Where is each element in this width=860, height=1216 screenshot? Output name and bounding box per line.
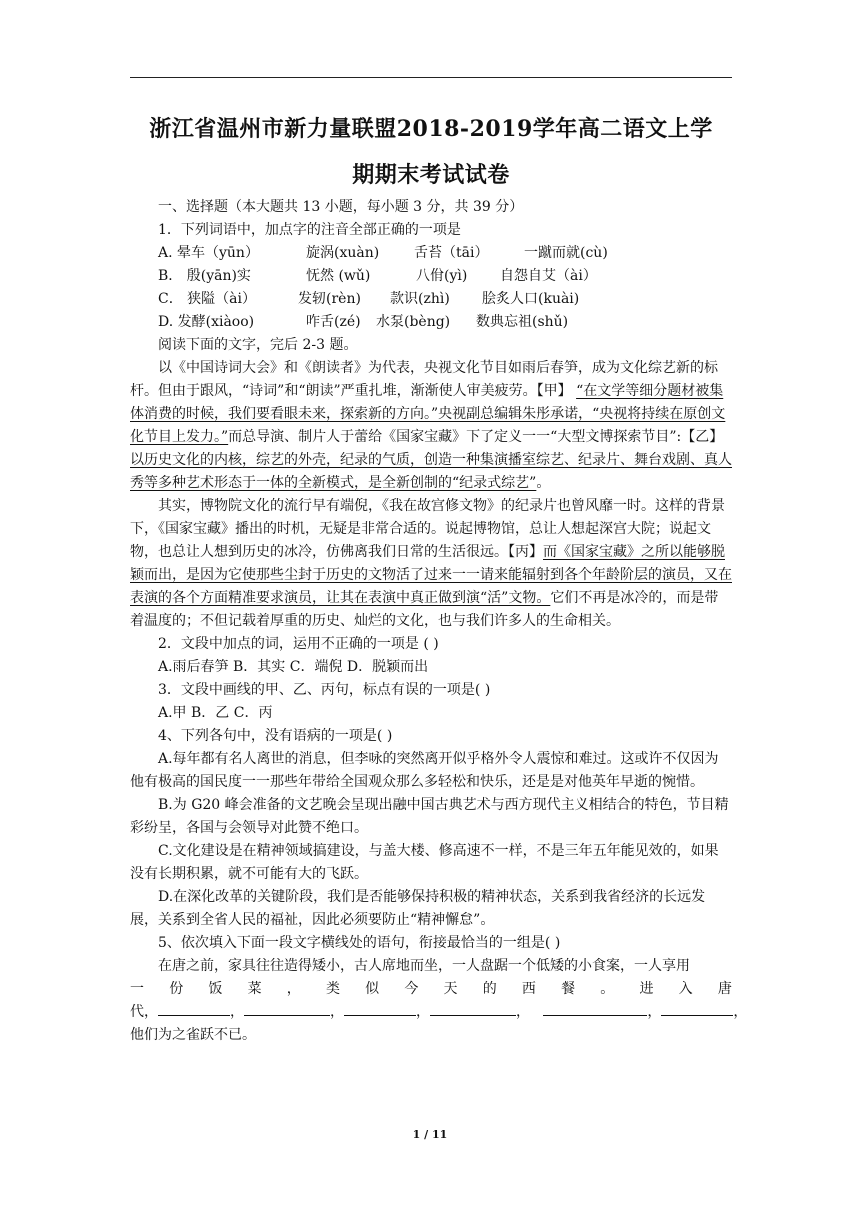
q5-passage-line4: 他们为之雀跃不已。 <box>130 1027 256 1043</box>
option-cell: 怃然 (wǔ) <box>306 268 371 284</box>
q5-word: 类 <box>325 981 340 997</box>
q5-word: 份 <box>169 981 184 997</box>
fill-blank-3 <box>344 1001 416 1016</box>
q5-word: 今 <box>404 981 419 997</box>
question-4-option-a: A.每年都有名人离世的消息，但李咏的突然离开似乎格外令人震惊和难过。这或许不仅因为他有极高的国民度一一那些年带给全国观众那么多轻松和快乐，还是是对他英年早逝的惋惜。 <box>130 751 719 790</box>
page-number: 1 / 11 <box>412 1128 448 1141</box>
q5-word: 似 <box>365 981 380 997</box>
q5-passage-line2 <box>130 978 732 1001</box>
option-cell: 自怨自艾（ài） <box>500 268 597 284</box>
option-cell: 款识(zhì) <box>390 291 450 307</box>
q5-word: 入 <box>678 981 693 997</box>
q5-word: 进 <box>639 981 654 997</box>
passage-text: 以《中国诗词大会》和《朗读者》为代表，央视文化节目如雨后春笋，成为文化综艺新的标杆。但由于跟风，“诗词”和“朗读”严重扎堆，渐渐使人审美疲劳。【甲】 <box>130 360 718 399</box>
q5-word: 菜 <box>247 981 262 997</box>
q5-sep: ， <box>230 1004 244 1020</box>
option-cell: 旋涡(xuàn) <box>306 245 380 261</box>
question-4-option-d: D.在深化改革的关键阶段，我们是否能够保持积极的精神状态，关系到我省经济的长远发展，关系到全省人民的福祉，因此必须要防止“精神懈怠”。 <box>130 889 706 928</box>
q5-word: 饭 <box>208 981 223 997</box>
passage-text: 。 <box>536 475 551 491</box>
question-5-stem: 5、依次填入下面一段文字横线处的语句，衔接最恰当的一组是( ) <box>158 935 561 951</box>
fill-blank-6 <box>661 1001 733 1016</box>
q5-passage-line1: 在唐之前，家具往往造得矮小，古人席地而坐，一人盘踞一个低矮的小食案，一人享用 <box>158 958 690 974</box>
passage-text: 其实，博物院文化的流行早有端倪，《我在故宫修文物》的纪录片也曾风靡一时。这样的背景下，《国家宝藏》播出的时机，无疑是非常合适的。说起博物馆，总让人想起深宫大院；说起文物，也总让人想到历史的冰冷，仿佛离我们日常的生活很远。【丙】 <box>130 498 725 560</box>
passage-text: 而总导演、制片人于蕾给《国家宝藏》下了定义一一“大型文博探索节目”:【乙】 <box>228 429 724 445</box>
question-4-stem: 4、下列各句中，没有语病的一项是( ) <box>158 728 393 744</box>
q5-word: 餐 <box>561 981 576 997</box>
fill-blank-2 <box>244 1001 330 1016</box>
q5-word: 西 <box>521 981 536 997</box>
fill-blank-1 <box>158 1001 230 1016</box>
option-cell: 数典忘祖(shǔ) <box>476 314 569 330</box>
q5-word: 唐 <box>717 981 732 997</box>
q1-option-c <box>130 288 732 311</box>
q5-word: 的 <box>482 981 497 997</box>
header-rule <box>130 77 732 78</box>
q5-word: ， <box>286 981 301 997</box>
question-4-option-c: C.文化建设是在精神领域搞建设，与盖大楼、修高速不一样，不是三年五年能见效的，如果没有长期积累，就不可能有大的飞跃。 <box>130 843 719 882</box>
option-cell: A. 晕车（yūn） <box>158 245 259 261</box>
underlined-sentence-jia: “在文学等细分题材被集体消费的时候，我们要看眼未来，探索新的方向。”央视副总编辑朱彤承诺，“央视将持续在原创文化节目上发力。” <box>130 383 726 445</box>
question-4-option-b: B.为 G20 峰会准备的文艺晚会呈现出融中国古典艺术与西方现代主义相结合的特色，节目精彩纷呈，各国与会领导对此赞不绝口。 <box>130 797 729 836</box>
option-cell: 八佾(yì) <box>416 268 468 284</box>
option-cell: 舌苔（tāi） <box>414 245 489 261</box>
option-cell: 水泵(bèng) <box>376 314 451 330</box>
q5-sep: ， <box>330 1004 344 1020</box>
option-cell: B． 殷(yān)实 <box>158 268 251 284</box>
document-body <box>130 196 748 1047</box>
question-3-stem: 3．文段中画线的甲、乙、丙句，标点有误的一项是( ) <box>158 682 491 698</box>
question-3-options: A.甲 B．乙 C．丙 <box>158 705 273 721</box>
q5-word: 。 <box>600 981 615 997</box>
fill-blank-4 <box>430 1001 516 1016</box>
passage-paragraph-2 <box>130 495 732 633</box>
fill-blank-5 <box>543 1001 647 1016</box>
q5-text: 代， <box>130 1004 158 1020</box>
section-heading: 一、选择题（本大题共 13 小题，每小题 3 分，共 39 分） <box>158 199 524 215</box>
q5-word: 天 <box>443 981 458 997</box>
document-title-line2: 期期末考试试卷 <box>352 162 510 188</box>
q1-option-b <box>130 265 732 288</box>
underlined-sentence-bing: 而《国家宝藏》之所以能够脱颖而出，是因为它使那些尘封于历史的文物活了过来一一请来能辐射到各个年龄阶层的演员，又在表演的各个方面精准要求演员，让其在表演中真正做到演“活”文物。 <box>130 544 732 606</box>
question-2-stem: 2．文段中加点的词，运用不正确的一项是 ( ) <box>158 636 439 652</box>
document-title-line1: 浙江省温州市新力量联盟2018-2019学年高二语文上学 <box>149 116 713 142</box>
question-1-stem: 1．下列词语中，加点字的注音全部正确的一项是 <box>158 222 461 238</box>
reading-intro: 阅读下面的文字，完后 2-3 题。 <box>158 337 358 353</box>
option-cell: 咋舌(zé) <box>306 314 361 330</box>
option-cell: 发轫(rèn) <box>298 291 361 307</box>
option-cell: C． 狭隘（ài） <box>158 291 256 307</box>
underlined-sentence-yi: 以历史文化的内核，综艺的外壳，纪录的气质，创造一种集演播室综艺、纪录片、舞台戏剧、真人秀等多种艺术形态于一体的全新模式，是全新创制的“纪录式综艺” <box>130 452 732 491</box>
q5-passage-line3 <box>130 1001 748 1024</box>
question-2-options: A.雨后春笋 B．其实 C．端倪 D．脱颖而出 <box>158 659 429 675</box>
q5-sep: ， <box>416 1004 430 1020</box>
passage-paragraph-1 <box>130 357 732 495</box>
q1-option-a <box>130 242 732 265</box>
passage-text: 它们不再是冰冷的，而是带着温度的；不但记载着厚重的历史、灿烂的文化，也与我们许多人的生命相关。 <box>130 590 719 629</box>
q5-sep: ， <box>516 1004 530 1020</box>
q5-word: 一 <box>130 981 144 997</box>
option-cell: D. 发酵(xiàoo) <box>158 314 255 330</box>
q5-sep: ， <box>647 1004 662 1020</box>
q1-option-d <box>130 311 732 334</box>
q5-sep: ， <box>733 1004 748 1020</box>
option-cell: 一蹴而就(cù) <box>524 245 608 261</box>
option-cell: 脍炙人口(kuài) <box>482 291 580 307</box>
